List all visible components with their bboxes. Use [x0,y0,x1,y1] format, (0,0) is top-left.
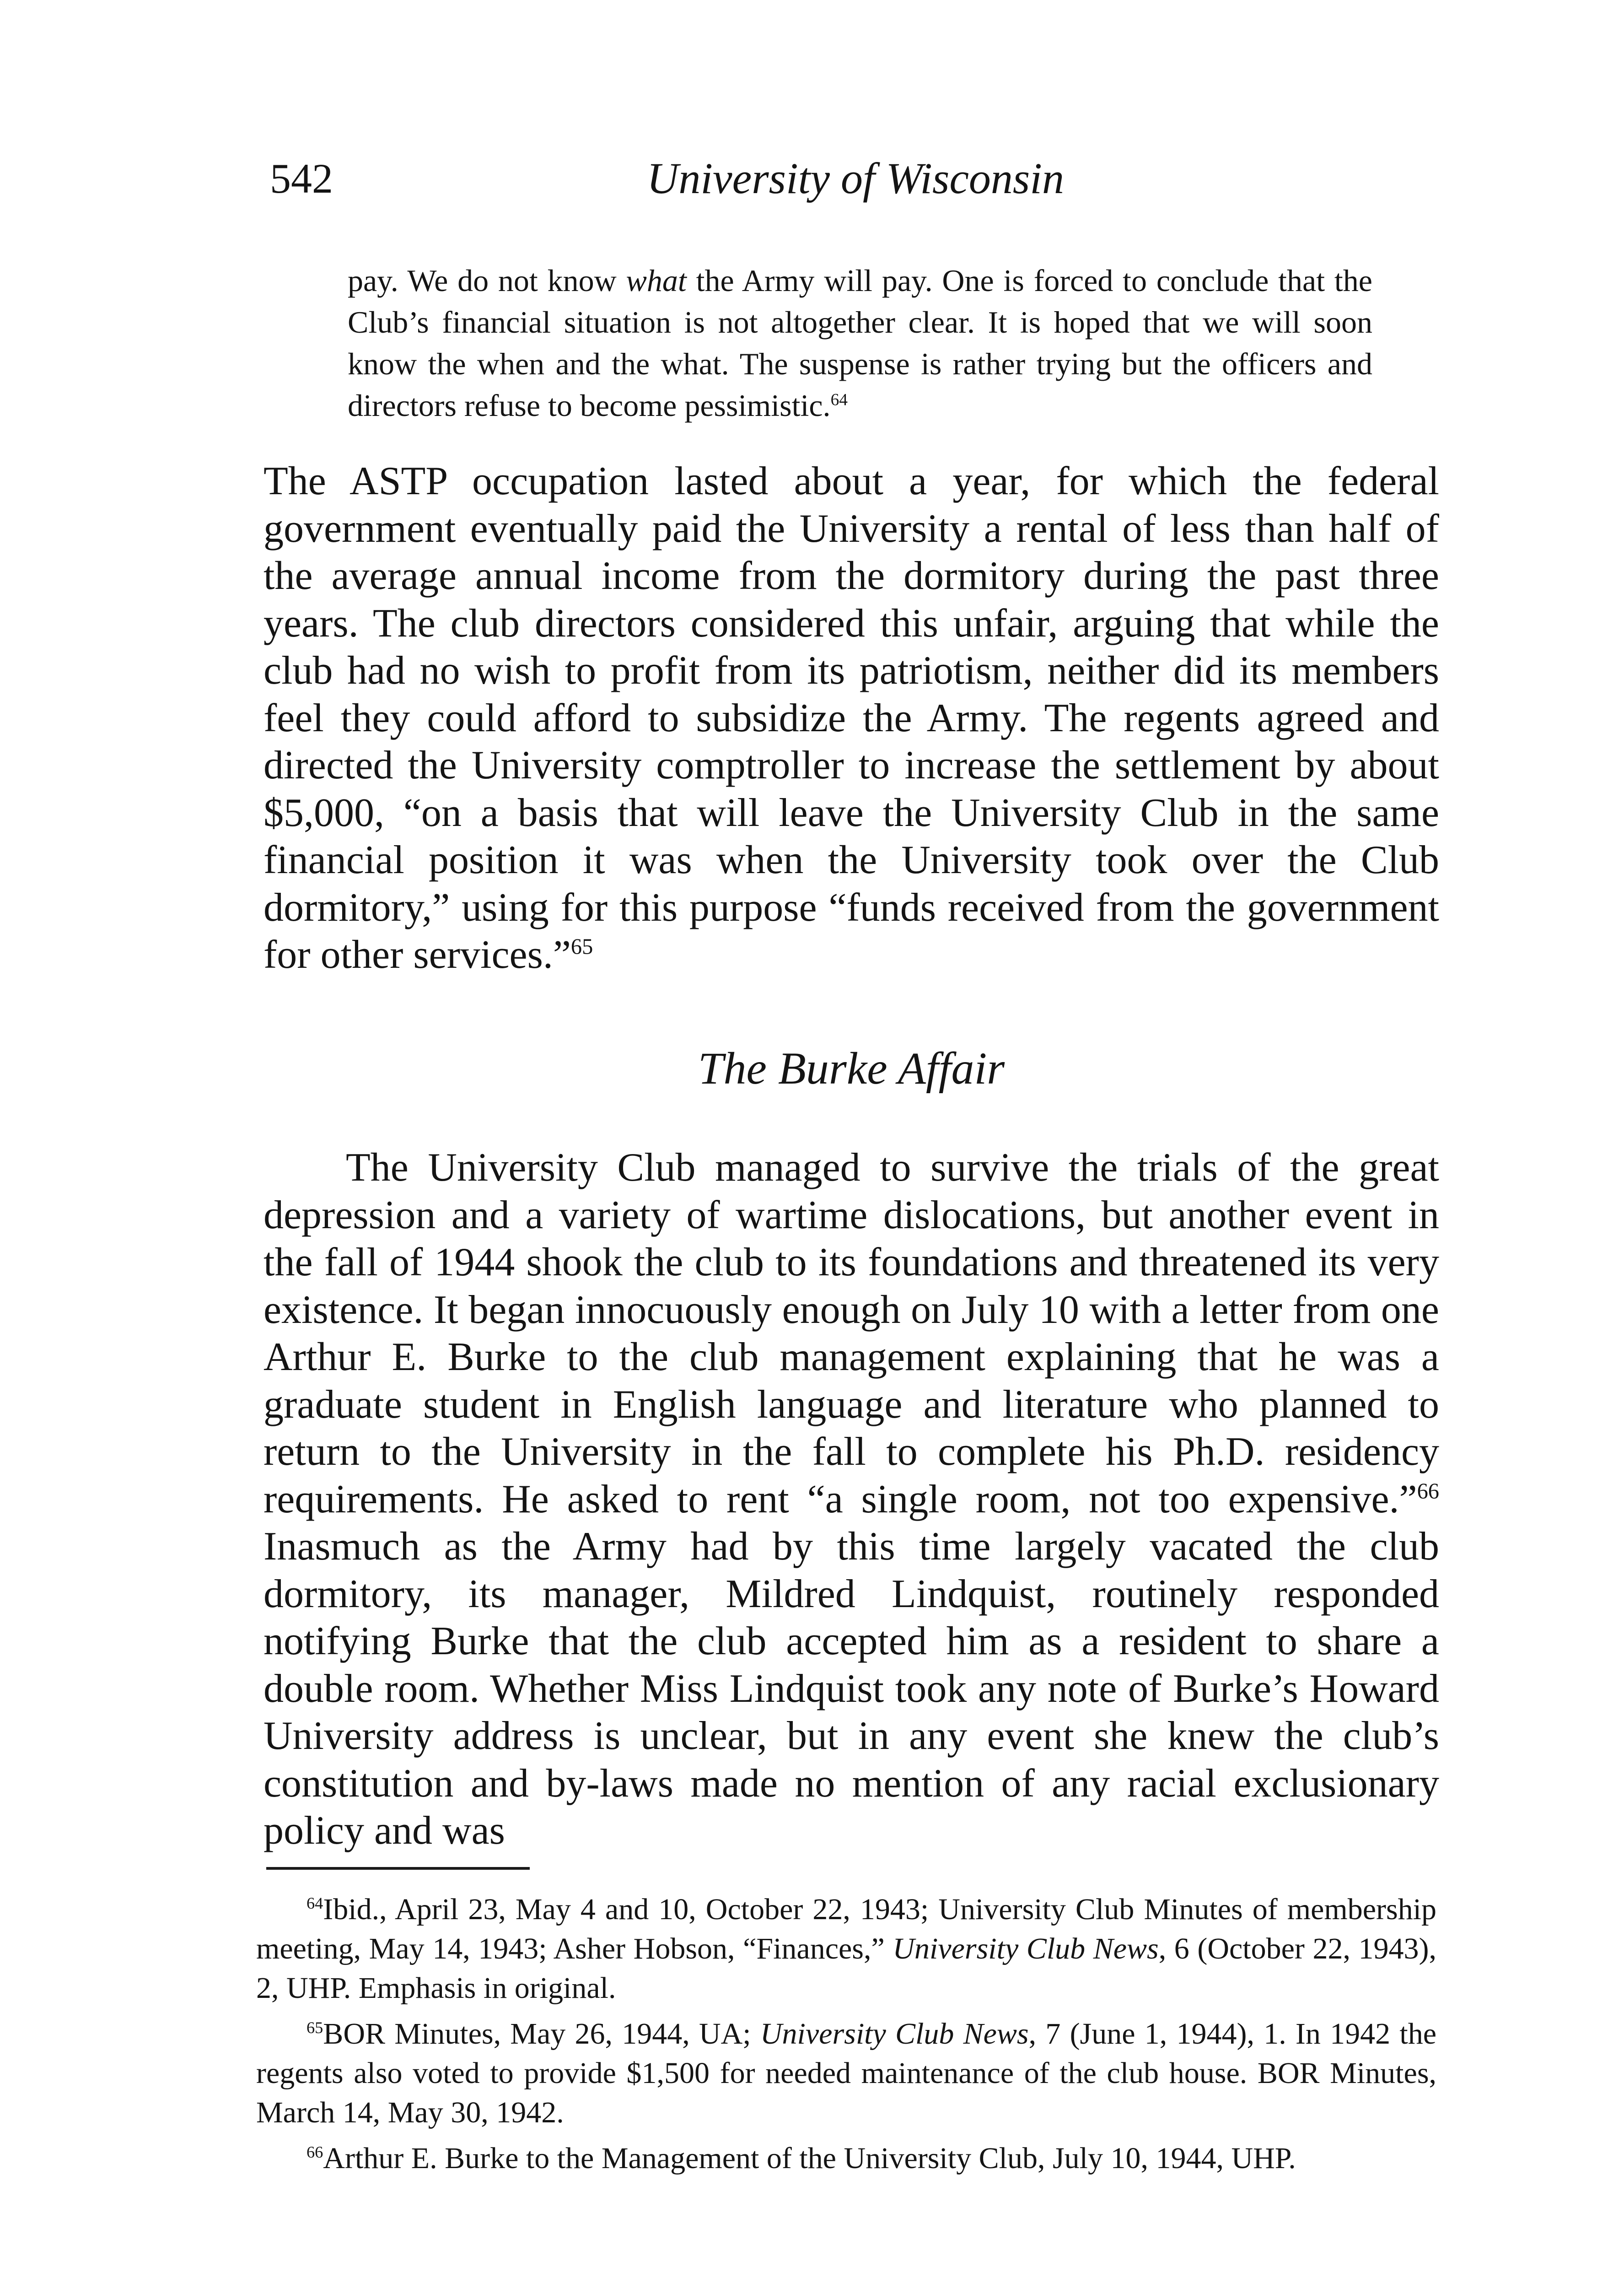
footnote-ref-64: 64 [830,390,848,410]
footnote-divider [266,1867,530,1870]
page-number: 542 [270,155,333,202]
paragraph-burke-text-start: The University Club managed to survive the trials of the great depression and a variety of wartime dislocations, but another event in the fall of 1944 shook the club to its foundations and threatened its very existence. It began innocuously enough on July 10 with a letter from one Arthur E. Burke to the club management explaining that he was a graduate student in English language and literature who planned to return to the University in the fall to complete his Ph.D. residency requirements. He asked to rent “a single room, not too expensive.” [263,1145,1439,1522]
block-quote [348,260,1372,426]
quote-emphasis: what [626,263,687,298]
footnote-text: Arthur E. Burke to the Management of the University Club, July 10, 1944, UHP. [323,2142,1296,2175]
page-header [270,151,1441,224]
footnote-text: Ibid., April 23, May 4 and 10, October 22, 1943; University Club Minutes of membership meeting, May 14, 1943; Asher Hobson, “Finances,” [256,1893,1436,1965]
footnote-italic: University Club News [893,1932,1159,1965]
footnotes [256,1890,1436,2185]
footnote-text: , 6 (October 22, 1943), 2, UHP. Emphasis in original. [256,1932,1436,2005]
footnote-ref-65: 65 [570,934,593,959]
quote-text-start: pay. We do not know [348,263,626,298]
footnote-64 [256,1890,1436,2008]
running-title: University of Wisconsin [647,154,1064,203]
footnote-66 [256,2139,1436,2178]
footnote-number: 64 [307,1894,323,1912]
footnote-ref-66: 66 [1417,1479,1439,1504]
footnote-65 [256,2014,1436,2132]
section-heading: The Burke Affair [698,1043,1005,1094]
footnote-text: , 7 (June 1, 1944), 1. In 1942 the regents also voted to provide $1,500 for needed maintenance of the club house. BOR Minutes, March 14, May 30, 1942. [256,2017,1436,2129]
paragraph-burke-text-end: Inasmuch as the Army had by this time largely vacated the club dormitory, its manager, Mildred Lindquist, routinely responded notifying Burke that the club accepted him as a resident to share a double room. Whether Miss Lindquist took any note of Burke’s Howard University address is unclear, but in any event she knew the club’s constitution and by-laws made no mention of any racial exclusionary policy and was [263,1524,1439,1853]
footnote-number: 66 [307,2143,323,2161]
footnote-italic: University Club News [760,2017,1029,2051]
footnote-text: BOR Minutes, May 26, 1944, UA; [323,2017,760,2051]
paragraph-burke [263,1144,1439,1855]
quote-text-end: the Army will pay. One is forced to conclude that the Club’s financial situation is not altogether clear. It is hoped that we will soon know the when and the what. The suspense is rather trying but the officers and directors refuse to become pessimistic. [348,263,1372,423]
footnote-number: 65 [307,2018,323,2037]
paragraph-astp [263,458,1439,979]
paragraph-astp-text: The ASTP occupation lasted about a year, for which the federal government eventually paid the University a rental of less than half of the average annual income from the dormitory during the past three years. The club directors considered this unfair, arguing that while the club had no wish to profit from its patriotism, neither did its members feel they could afford to subsidize the Army. The regents agreed and directed the University comptroller to increase the settlement by about $5,000, “on a basis that will leave the University Club in the same financial position it was when the University took over the Club dormitory,” using for this purpose “funds received from the government for other services.” [263,459,1439,977]
